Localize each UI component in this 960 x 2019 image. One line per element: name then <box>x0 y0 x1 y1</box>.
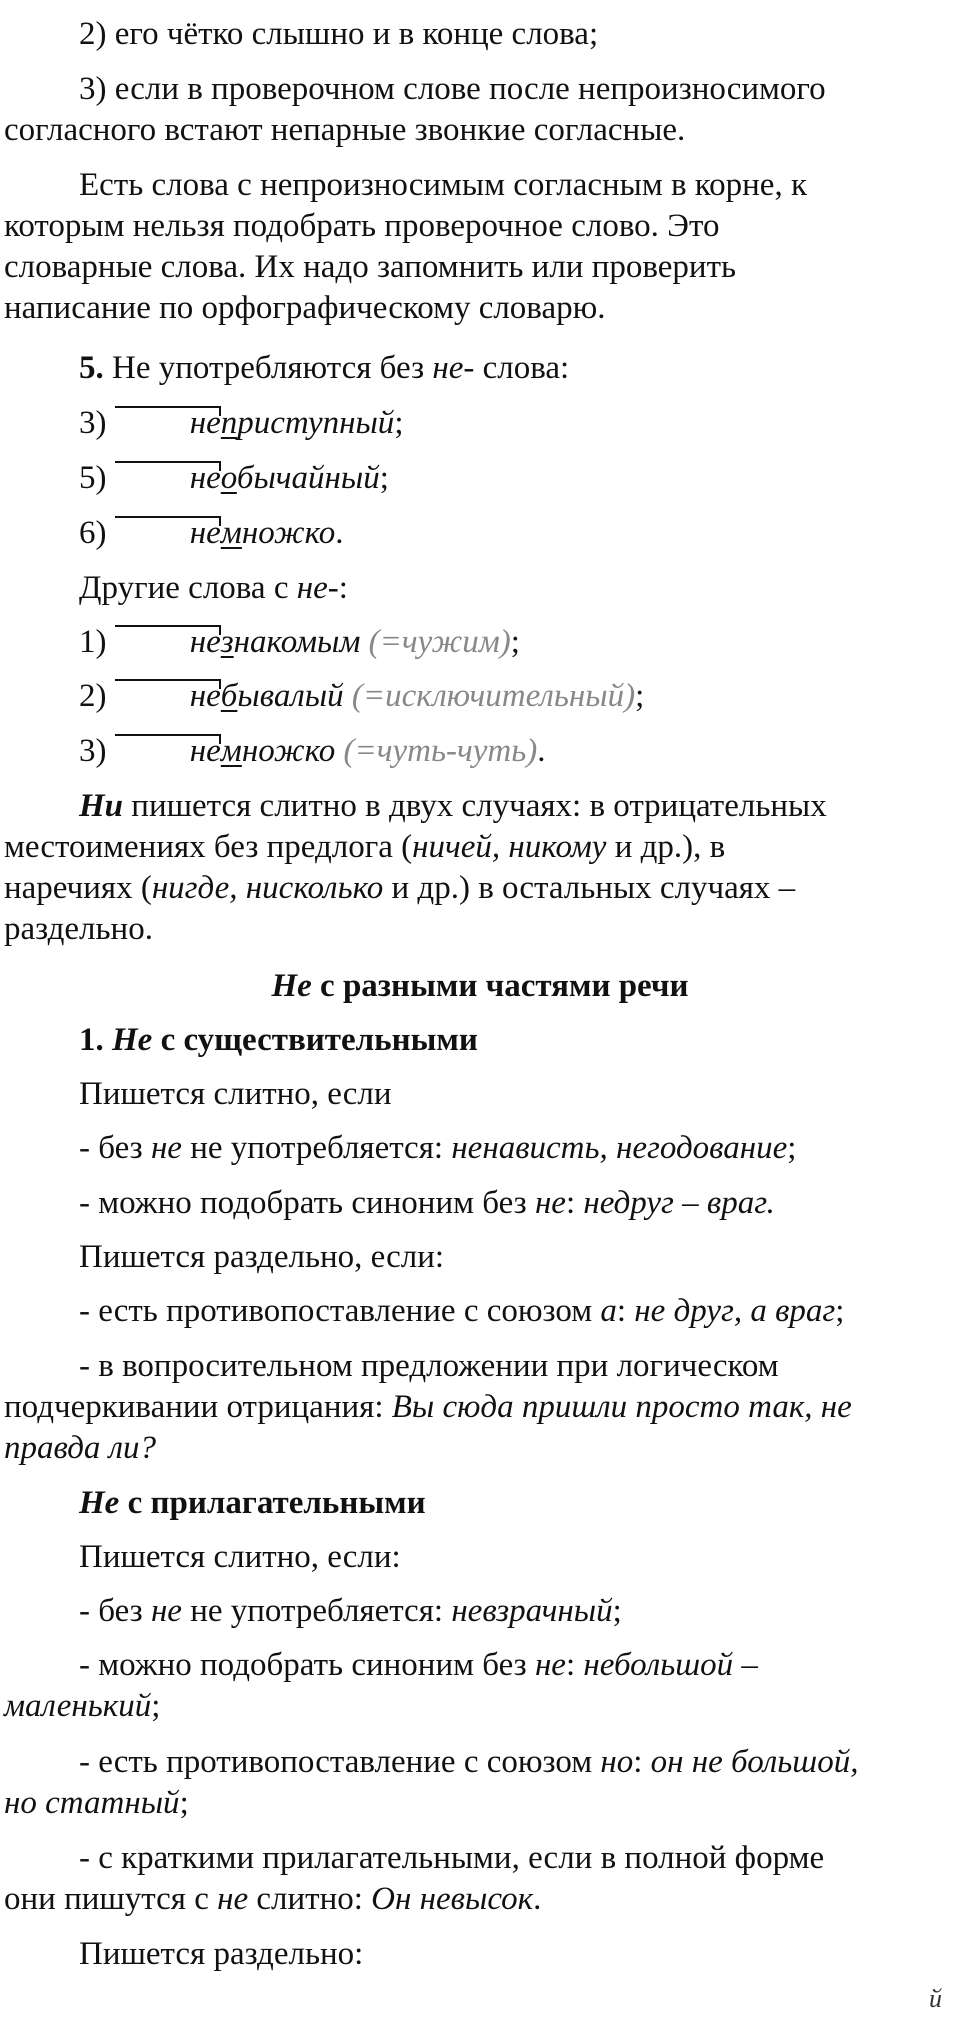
rule-separate-heading: Пишется раздельно: <box>79 1936 364 1972</box>
item-number: 3) <box>79 733 115 769</box>
underlined-letter: м <box>220 733 242 769</box>
word-item: 3) немножко (=чуть-чуть). <box>4 731 944 772</box>
synonym-note: (=чуть-чуть) <box>335 733 538 769</box>
word-item: 3) неприступный; <box>4 403 944 444</box>
word-item: 6) немножко. <box>4 513 944 554</box>
synonym-note: (=исключительный) <box>343 678 636 714</box>
rule-item: - без не не употребляется: невзрачный; <box>79 1593 622 1629</box>
underlined-letter: о <box>220 460 237 496</box>
item-number: 1) <box>79 624 115 660</box>
example-text: но статный <box>4 1785 180 1821</box>
rule-together-heading: Пишется слитно, если: <box>79 1539 401 1575</box>
synonym-note: (=чужим) <box>360 624 511 660</box>
example-text: Он невысок <box>371 1881 534 1917</box>
word-item: 5) необычайный; <box>4 458 944 499</box>
list-item-3 <box>4 69 944 151</box>
rule-item: - в вопросительном предложении при логическом подчеркивании отрицания: Вы сюда пришли просто так, не правда ли? <box>4 1346 944 1469</box>
rule-item: - есть противопоставление с союзом но: он не большой, но статный; <box>4 1744 859 1821</box>
rule-item: - есть противопоставление с союзом а: не друг, а враг; <box>79 1293 845 1329</box>
particle-ne: не- <box>296 570 339 606</box>
section-lead: Не употребляются без <box>103 350 433 386</box>
paragraph-line: которым нельзя подобрать проверочное слово. Это <box>4 208 720 244</box>
rule-item: - без не не употребляется: ненависть, негодование; <box>79 1130 797 1166</box>
underlined-letter: з <box>220 624 234 660</box>
cropped-text-fragment: й <box>929 1984 942 2013</box>
example-text: он не большой, <box>650 1744 859 1780</box>
rule-together-heading: Пишется слитно, если <box>79 1076 392 1112</box>
prefix-mark: не <box>115 731 221 772</box>
list-item-3-line-1: 3) если в проверочном слове после непроизносимого <box>79 71 826 107</box>
example-text: невзрачный <box>451 1593 613 1629</box>
item-number: 6) <box>79 515 115 551</box>
dictionary-words-paragraph <box>4 165 944 329</box>
example-text: маленький <box>4 1688 152 1724</box>
rule-item: - можно подобрать синоним без не: небольшой – маленький; <box>4 1647 758 1724</box>
nouns-heading: 1. Не с существительными <box>79 1022 478 1058</box>
prefix-mark: не <box>115 513 221 554</box>
paragraph-line: Есть слова с непроизносимым согласным в корне, к <box>79 167 807 203</box>
prefix-mark: не <box>115 622 221 663</box>
example-text: не друг, а враг <box>634 1293 836 1329</box>
rule-separate-heading: Пишется раздельно, если: <box>79 1239 445 1275</box>
rule-item: - можно подобрать синоним без не: недруг – враг. <box>79 1185 775 1221</box>
list-item-3-line-2: согласного встают непарные звонкие согласные. <box>4 112 686 148</box>
example-text: Вы сюда пришли просто так, не <box>391 1389 852 1425</box>
underlined-letter: м <box>220 515 242 551</box>
item-number: 2) <box>79 678 115 714</box>
item-number: 5) <box>79 460 115 496</box>
underlined-letter: б <box>220 678 238 714</box>
example-text: недруг – враг. <box>583 1185 775 1221</box>
other-words-heading: Другие слова с не-: <box>79 570 348 606</box>
paragraph-line: написание по орфографическому словарю. <box>4 290 606 326</box>
list-item-2-text: 2) его чётко слышно и в конце слова; <box>79 16 599 52</box>
word-item: 1) незнакомым (=чужим); <box>4 622 944 663</box>
item-number: 3) <box>79 405 115 441</box>
section-number: 5. <box>79 350 104 386</box>
particle-ni: Ни <box>79 788 124 824</box>
example-text: небольшой – <box>583 1647 758 1683</box>
section-5-heading <box>4 348 944 389</box>
ni-paragraph: Ни пишется слитно в двух случаях: в отрицательных местоимениях без предлога (ничей, никому и др.), в наречиях (нигде, нисколько и др.) в остальных случаях – раздельно. <box>4 788 827 947</box>
paragraph-line: словарные слова. Их надо запомнить или проверить <box>4 249 737 285</box>
prefix-mark: не <box>115 676 221 717</box>
underlined-letter: п <box>220 405 238 441</box>
section-tail: слова: <box>474 350 570 386</box>
adjectives-heading: Не с прилагательными <box>79 1485 426 1521</box>
rule-item: - с краткими прилагательными, если в полной форме они пишутся с не слитно: Он невысок. <box>4 1840 825 1917</box>
prefix-mark: не <box>115 403 221 444</box>
example-text: ненависть, негодование <box>451 1130 788 1166</box>
section-title: Не с разными частями речи <box>271 968 689 1004</box>
word-item: 2) небывалый (=исключительный); <box>4 676 944 717</box>
prefix-mark: не <box>115 458 221 499</box>
particle-ne: не- <box>432 350 475 386</box>
list-item-2 <box>4 14 944 55</box>
example-text: правда ли? <box>4 1430 157 1466</box>
